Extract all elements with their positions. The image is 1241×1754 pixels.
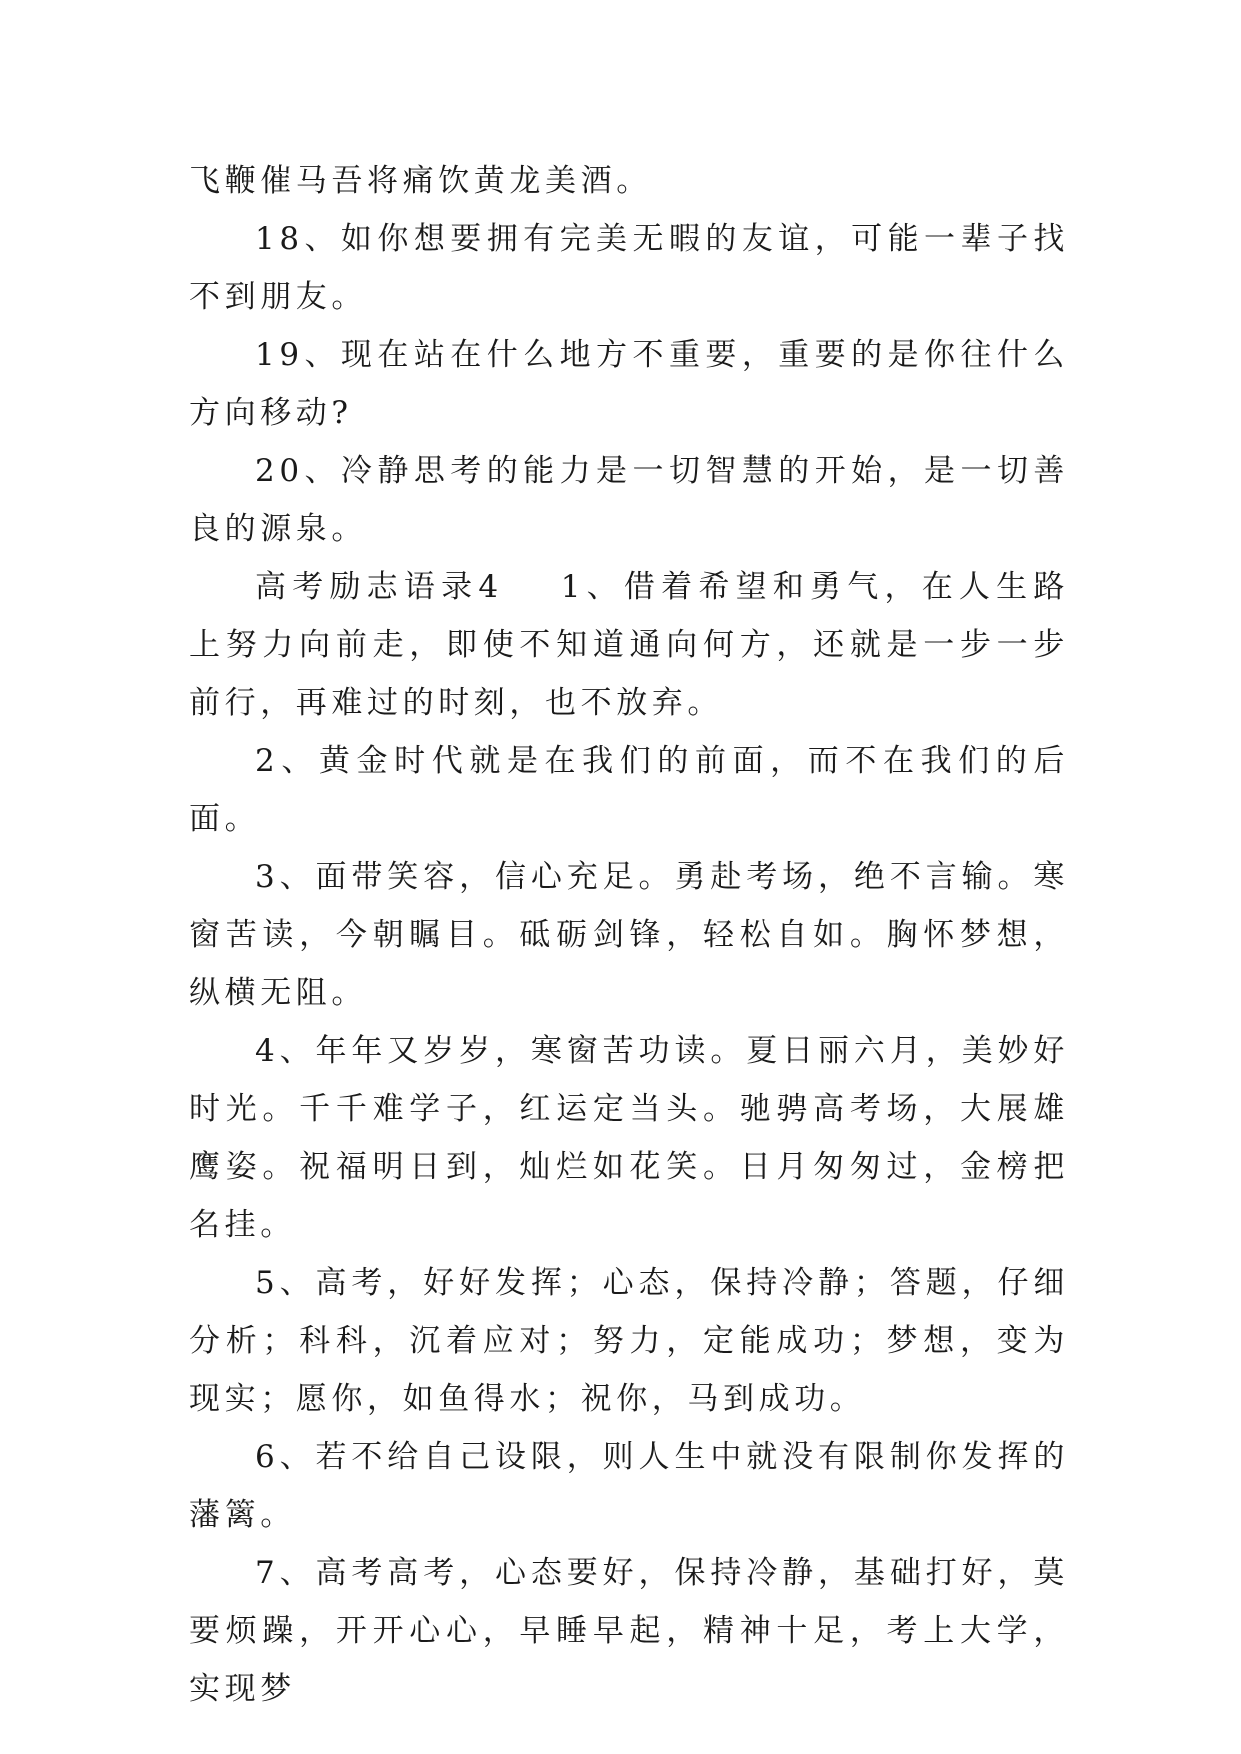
paragraph-item-6: 6、若不给自己设限，则人生中就没有限制你发挥的藩篱。 bbox=[189, 1439, 1069, 1533]
paragraph-item-18: 18、如你想要拥有完美无暇的友谊，可能一辈子找不到朋友。 bbox=[189, 221, 1069, 315]
section-first-item: 1、借着希望和勇气，在人生路上努力向前走，即使不知道通向何方，还就是一步一步前行，再难过的时刻，也不放弃。 bbox=[189, 569, 1069, 721]
paragraph-item-2: 2、黄金时代就是在我们的前面，而不在我们的后面。 bbox=[189, 743, 1069, 837]
document-body bbox=[189, 152, 1069, 1718]
section-heading: 高考励志语录4 bbox=[255, 569, 503, 605]
section-paragraph bbox=[189, 558, 1069, 732]
paragraph-continuation: 飞鞭催马吾将痛饮黄龙美酒。 bbox=[189, 163, 652, 199]
paragraph-item-4: 4、年年又岁岁，寒窗苦功读。夏日丽六月，美妙好时光。千千难学子，红运定当头。驰骋高考场，大展雄鹰姿。祝福明日到，灿烂如花笑。日月匆匆过，金榜把名挂。 bbox=[189, 1033, 1069, 1243]
paragraph-item-19: 19、现在站在什么地方不重要，重要的是你往什么方向移动? bbox=[189, 337, 1069, 431]
paragraph-item-20: 20、冷静思考的能力是一切智慧的开始，是一切善良的源泉。 bbox=[189, 453, 1069, 547]
paragraph-item-5: 5、高考，好好发挥；心态，保持冷静；答题，仔细分析；科科，沉着应对；努力，定能成功；梦想，变为现实；愿你，如鱼得水；祝你，马到成功。 bbox=[189, 1265, 1069, 1417]
paragraph-item-7: 7、高考高考，心态要好，保持冷静，基础打好，莫要烦躁，开开心心，早睡早起，精神十足，考上大学，实现梦 bbox=[189, 1555, 1069, 1707]
paragraph-item-3: 3、面带笑容，信心充足。勇赴考场，绝不言输。寒窗苦读，今朝瞩目。砥砺剑锋，轻松自如。胸怀梦想，纵横无阻。 bbox=[189, 859, 1069, 1011]
